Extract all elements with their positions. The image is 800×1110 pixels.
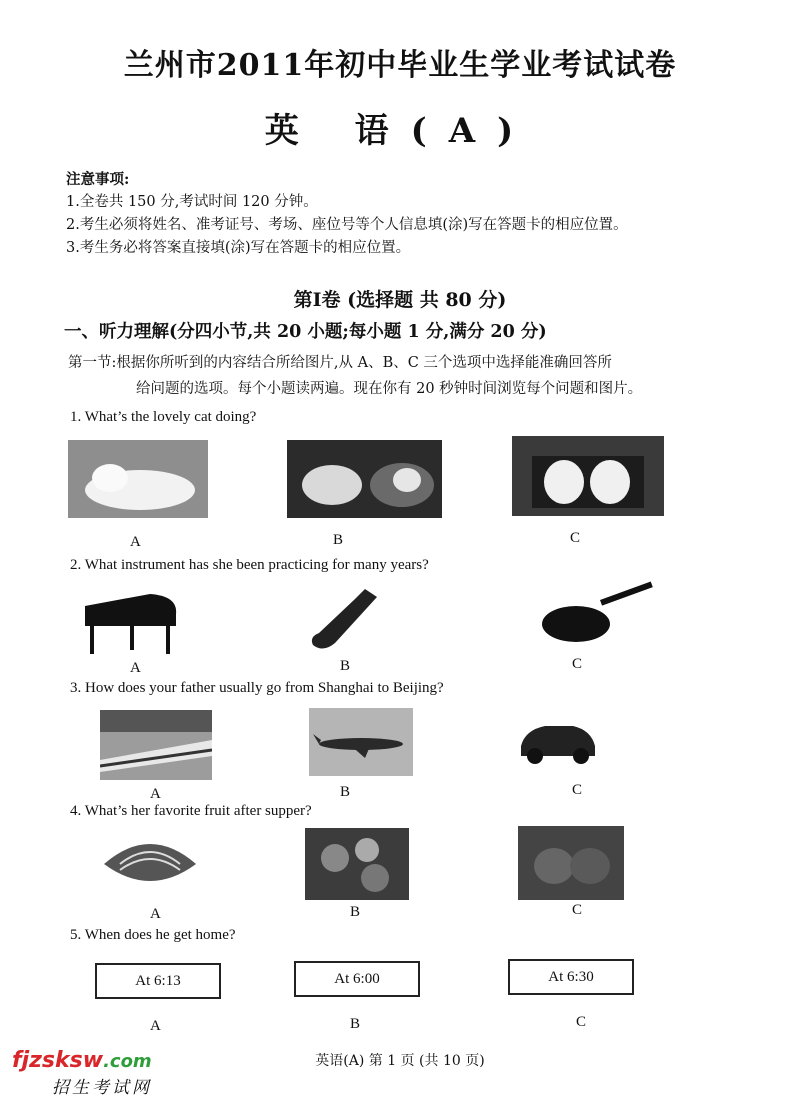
q2-image-b-saxophone[interactable] (305, 585, 385, 655)
section-title: 一、听力理解(分四小节,共 20 小题;每小题 1 分,满分 20 分) (64, 322, 547, 342)
instructions (68, 350, 642, 402)
part-title: 第Ⅰ卷 (选择题 共 80 分) (293, 289, 507, 311)
option-label: A (150, 906, 161, 922)
instruction-line: 第一节:根据你所听到的内容结合所给图片,从 A、B、C 三个选项中选择能准确回答所 (68, 355, 612, 371)
q1-image-b[interactable] (287, 440, 442, 518)
question-5: 5. When does he get home? (70, 927, 236, 943)
option-label: C (572, 656, 583, 672)
option-label: B (340, 658, 351, 674)
question-3: 3. How does your father usually go from Shanghai to Beijing? (70, 680, 444, 696)
notes-block (66, 168, 628, 260)
q3-image-b-plane[interactable] (309, 708, 413, 776)
question-4: 4. What’s her favorite fruit after supper? (70, 803, 312, 819)
q4-image-a-bananas[interactable] (100, 834, 200, 894)
option-label: C (576, 1014, 587, 1030)
option-label: B (340, 784, 351, 800)
exam-title: 兰州市2011年初中毕业生学业考试试卷 (123, 48, 677, 83)
q4-image-c-fruit[interactable] (518, 826, 624, 900)
instruction-line: 给问题的选项。每个小题读两遍。现在你有 20 秒钟时间浏览每个问题和图片。 (136, 381, 643, 397)
q5-option-a-time[interactable]: At 6:13 (95, 963, 221, 999)
page-footer: 英语(A) 第 1 页 (共 10 页) (315, 1053, 485, 1069)
option-label: C (572, 782, 583, 798)
q4-image-b-grapes[interactable] (305, 828, 409, 900)
q2-image-a-piano[interactable] (80, 586, 180, 658)
q2-image-c-violin[interactable] (540, 580, 658, 648)
q1-image-c[interactable] (512, 436, 664, 516)
q3-image-a-train[interactable] (100, 710, 212, 780)
note-item: 1.全卷共 150 分,考试时间 120 分钟。 (66, 194, 318, 210)
option-label: B (350, 904, 361, 920)
note-item: 3.考生务必将答案直接填(涂)写在答题卡的相应位置。 (66, 240, 411, 256)
option-label: C (572, 902, 583, 918)
watermark-site: fjzsksw (12, 1048, 104, 1073)
subject-title: 英 语(A) (264, 111, 536, 151)
question-2: 2. What instrument has she been practicing for many years? (70, 557, 429, 573)
option-label: B (350, 1016, 361, 1032)
option-label: C (570, 530, 581, 546)
question-1: 1. What’s the lovely cat doing? (70, 409, 257, 425)
q3-image-c-car[interactable] (515, 712, 600, 768)
option-label: A (150, 1018, 161, 1034)
option-label: A (150, 786, 161, 802)
note-item: 2.考生必须将姓名、准考证号、考场、座位号等个人信息填(涂)写在答题卡的相应位置。 (66, 217, 628, 233)
watermark-tagline: 招生考试网 (52, 1078, 152, 1098)
q5-option-b-time[interactable]: At 6:00 (294, 961, 420, 997)
q5-option-c-time[interactable]: At 6:30 (508, 959, 634, 995)
option-label: A (130, 660, 141, 676)
option-label: B (333, 532, 344, 548)
notes-heading: 注意事项: (66, 171, 130, 188)
q1-image-a[interactable] (68, 440, 208, 518)
watermark-tld: .com (103, 1051, 152, 1072)
watermark (12, 1048, 152, 1098)
option-label: A (130, 534, 141, 550)
